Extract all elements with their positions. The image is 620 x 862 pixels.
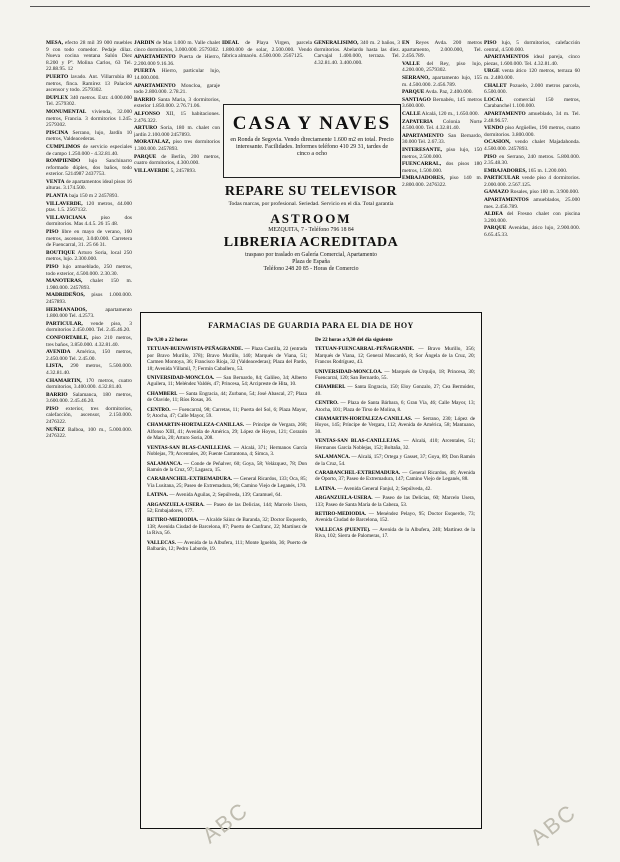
listing-heading: CHALET: [484, 82, 507, 89]
listing-text: apartamento lujo, 155 m. 4.500.000. 2.456.789.: [402, 74, 482, 88]
casa-naves-title: CASA Y NAVES: [232, 113, 392, 134]
listing-text: América, 150 metros, 2.450.000 Tel. 2.45.00.: [46, 349, 132, 362]
listing-text: de servicio especiales de campo 1.250.000 - 4.32.81.40.: [46, 143, 132, 157]
listing-heading: PARTICULAR: [484, 175, 520, 182]
listing-text: 165 m. 1.200.000.: [526, 167, 568, 174]
listing-entry: [484, 168, 580, 175]
listing-entry: [402, 133, 482, 146]
listing-text: Avda. Paz, 2.400.000.: [424, 89, 473, 96]
listing-entry: [134, 68, 220, 81]
listing-text: amueblados, 25.000 mes. 2.456.789.: [484, 197, 580, 210]
listing-heading: APARTAMENTO: [484, 110, 526, 117]
listing-heading: ARGANZUELA-USERA.: [315, 495, 373, 502]
listing-text: efecto 28 mil 39 000 muebles 9 con todo comedor. Pedaje dilaz. Nueva cocina ventana Salón Diez 8.200 y Pº. Molina Carlos, 63 Tel. 22.88.95. 12: [46, 40, 132, 73]
listing-text: del Rey, piso lujo, 4.200.000, 2579302.: [402, 60, 482, 74]
listing-text: — Serrano, 230; López de Hoyos, 145; Príncipe de Vergara, 112; Avenida de América, 58; Mantuano, 30.: [315, 416, 475, 435]
listing-text: amueblado, 34 m. Tel. 2.48.96.57.: [484, 110, 580, 124]
listing-text: piso 210 metros, tres baños, 3.850.000. 4.32.81.40.: [46, 334, 132, 348]
listing-entry: [147, 375, 307, 388]
listing-text: Moncloa, garaje todo 2.800.000. 2.78.21.: [134, 82, 220, 96]
listing-text: Balboa, 100 m., 5.000.000. 2476322.: [46, 426, 132, 440]
listing-heading: PUERTO: [46, 73, 69, 80]
listing-entry: [484, 97, 580, 110]
listing-entry: [402, 119, 482, 132]
listing-text: venta ático 120 metros, terraza 60 m. 2.480.000.: [484, 68, 580, 81]
listing-heading: VENTAS-SAN BLAS-CANILLEJAS.: [147, 444, 232, 451]
listing-entry: [147, 422, 307, 441]
listing-entry: [147, 346, 307, 372]
listing-entry: [402, 40, 482, 60]
listing-text: San Bernardo, 30.000 Tel. 2.67.33.: [402, 132, 482, 146]
listing-text: — Menéndez Pelayo, 95; Doctor Esquerdo, 73; Avenida Ciudad de Barcelona, 152.: [315, 510, 475, 524]
listing-heading: EMBAJADORES,: [484, 167, 527, 174]
listing-text: piso lujo, 150 metros, 2.500.000.: [402, 146, 482, 160]
listing-text: — Conde de Peñalver, 60; Goya, 58; Velázquez, 78; Don Ramón de la Cruz, 97; Lagasca, 15.: [147, 460, 307, 473]
listing-heading: PARTICULAR,: [46, 320, 83, 327]
listing-text: — Avenida Aguilas, 2; Sepúlveda, 139; Caramuel, 64.: [168, 492, 282, 499]
listing-text: 170 metros, cuatro dormitorios, 3.400.000. 4.32.81.40.: [46, 377, 132, 391]
listing-entry: [315, 337, 475, 343]
farmacias-day-column: [147, 337, 307, 823]
listing-entry: [46, 144, 132, 157]
listing-entry: [134, 40, 220, 53]
listing-heading: ALFONSO: [134, 110, 161, 117]
listing-entry: [402, 175, 482, 188]
listing-text: vende piso, 3 dormitorios 2.450.000. Tel. 2.45.46.20.: [46, 320, 132, 334]
listing-heading: UNIVERSIDAD-MONCLOA.: [147, 375, 215, 382]
listing-heading: BOUTIQUE: [46, 249, 76, 256]
listing-heading: ARGANZUELA-USERA.: [147, 501, 205, 508]
listing-heading: URGE: [484, 68, 500, 75]
listing-heading: VENDO: [484, 125, 504, 132]
listing-heading: SALAMANCA.: [315, 454, 351, 461]
listing-text: baja 150 m 2 2457893.: [67, 193, 119, 200]
astroom-address: MEZQUITA, 7 - Teléfono 796 18 84: [268, 226, 354, 233]
listing-entry: [484, 68, 580, 81]
listing-heading: HERMANADOS,: [46, 306, 87, 313]
listing-heading: CALLE: [402, 110, 421, 117]
listing-heading: MORATALAZ,: [134, 139, 171, 146]
listing-heading: De 9,30 a 22 horas: [147, 337, 188, 343]
listing-heading: CENTRO.: [315, 400, 339, 407]
listing-entry: [134, 54, 220, 67]
listing-text: — San Bernardo, 84; Galileo, 34; Alberto Aguilera, 11; Meléndez Valdés, 47; Princesa, 54; Arcipreste de Hita, 10.: [147, 375, 307, 388]
listing-entry: [147, 492, 307, 498]
listing-entry: [484, 175, 580, 188]
listing-heading: VENTA: [46, 178, 65, 185]
listing-entry: [484, 197, 580, 210]
listing-heading: VALLECAS.: [147, 539, 176, 546]
listing-entry: [46, 250, 132, 263]
listing-text: — Alcalá, 157; Ortega y Gasset, 37; Goya, 89; Don Ramón de la Cruz, 54.: [315, 454, 475, 467]
listing-heading: APARTAMENTO: [402, 132, 444, 139]
listing-entry: [402, 89, 482, 96]
listing-text: piso 140 m. 2.800.000. 2476322.: [402, 175, 482, 188]
listing-heading: PISO: [46, 264, 59, 270]
listing-heading: VILLAVICIANA: [46, 214, 87, 221]
listing-text: de Playa Virgen, parcela 1.800.000 de solar, 2.500.000. Vendo fábrica almacén. 4.500.000. 2567125.: [222, 40, 312, 60]
listing-entry: [402, 75, 482, 88]
listing-entry: [147, 502, 307, 515]
listing-entry: [315, 511, 475, 524]
listing-heading: SERRANO,: [402, 74, 430, 81]
listing-entry: [46, 74, 132, 94]
listing-entry: [46, 335, 132, 348]
listing-entry: [484, 211, 580, 224]
casa-naves-body: en Ronda de Segovia. Vendo directamente 1.600 m2 en total. Precio interesante. Facilidades. Informes teléfono 410 29 31, tardes de cinco a ocho: [230, 137, 394, 158]
classifieds-column-2: [134, 40, 220, 302]
listing-entry: [46, 179, 132, 192]
listing-entry: [484, 189, 580, 196]
listing-entry: [315, 384, 475, 397]
listing-entry: [147, 540, 307, 553]
listing-heading: MANOTERAS,: [46, 278, 83, 285]
listing-heading: ARTURO: [134, 125, 158, 132]
listing-entry: [402, 147, 482, 160]
listing-heading: NUÑEZ: [46, 426, 65, 433]
listing-heading: EMBAJADORES,: [402, 175, 445, 182]
listing-heading: GENERALISIMO,: [314, 40, 359, 46]
listing-text: Salamanca, 180 metros, 3.600.000. 2.45.46.20.: [46, 391, 132, 405]
listing-text: — General Ricardos, 48; Avenida de Oporto, 37; Paseo de Extremadura, 147; Camino Viejo de Leganés, 88.: [315, 469, 475, 483]
listing-entry: [315, 400, 475, 413]
listing-text: del Fresno chalet con piscina 3.200.000.: [484, 211, 580, 224]
listing-heading: LOCAL: [484, 96, 504, 103]
listing-text: Bernabéu, 145 metros 3.600.000.: [402, 96, 482, 110]
classifieds-column-4: [314, 40, 400, 102]
listing-entry: [484, 154, 580, 167]
listing-text: vende piso 4 dormitorios. 2.000.000. 2.567.125.: [484, 175, 580, 188]
listing-entry: [484, 225, 580, 238]
listing-entry: [134, 154, 220, 167]
display-ads-block: [223, 182, 399, 304]
listing-heading: CHAMARTIN-HORTALEZA-CANILLAS.: [315, 416, 413, 423]
listing-text: chalet 150 m. 1.980.000. 2457893.: [46, 278, 132, 291]
listing-text: — Avenida de la Albufera, 111; Monte Igueldo, 36; Puerto de Balbarán, 12; Pedro Laborde, 19.: [147, 539, 307, 552]
listing-entry: [46, 349, 132, 362]
listing-entry: [46, 278, 132, 291]
listing-entry: [46, 40, 132, 73]
listing-heading: APARTAMENTO: [134, 82, 176, 89]
listing-heading: VALLE: [402, 60, 420, 67]
casa-naves-ad: [223, 104, 401, 178]
listing-entry: [46, 215, 132, 228]
listing-entry: [147, 476, 307, 489]
listing-heading: EN: [402, 40, 410, 46]
listing-text: apartamento 1.800.000 Tel. 4.2573.: [46, 306, 132, 320]
listing-entry: [46, 158, 132, 178]
listing-heading: LATINA.: [315, 485, 337, 492]
listing-text: 340 metros. Extr. 4.000.000 Tel. 2579302.: [46, 94, 132, 108]
listing-heading: FUENCARRAL,: [402, 161, 442, 168]
listing-entry: [147, 337, 307, 343]
listing-entry: [484, 111, 580, 124]
classifieds-column-6: [484, 40, 580, 830]
listing-entry: [134, 83, 220, 96]
farmacias-title: FARMACIAS DE GUARDIA PARA EL DIA DE HOY: [208, 321, 414, 330]
listing-heading: RETIRO-MEDIODIA.: [147, 517, 199, 524]
listing-entry: [484, 139, 580, 152]
libreria-location: Plaza de España: [292, 259, 330, 266]
listing-text: dos pisos 180 metros, 1.500.000.: [402, 161, 482, 174]
listing-heading: AVENIDA: [46, 349, 71, 356]
listing-entry: [402, 97, 482, 110]
listing-text: de apartamentos ideal pisos 16 alturas. 3.174.500.: [46, 178, 132, 192]
listing-text: exterior, tres dormitorios, calefacción, ascensor, 2.150.000. 2476322.: [46, 405, 132, 426]
listing-text: piso dos dormitorios. Mas 4.4.5. 26 15 48.: [46, 214, 132, 228]
listing-text: 5, 2457893.: [169, 167, 197, 174]
listing-text: Serrano, lujo, Jardín 10 metros, Valdeacederas.: [46, 129, 132, 143]
listing-heading: PISO: [484, 40, 497, 46]
listing-text: lujo, 5 dormitorios, calefacción central, 4.500.000.: [484, 40, 580, 53]
listing-text: — Alcalde Sáinz de Baranda, 32; Doctor Esquerdo, 138; Avenida Ciudad de Barcelona, 87; Puerto de Canfranc, 22; Martínez de la Riva, 56.: [147, 517, 307, 537]
listing-heading: SALAMANCA.: [147, 460, 183, 467]
listing-entry: [147, 391, 307, 404]
listing-heading: UNIVERSIDAD-MONCLOA.: [315, 368, 383, 375]
listing-text: 290 metros, 5.500.000. 4.32.81.40.: [46, 363, 132, 376]
listing-entry: [46, 321, 132, 334]
listing-heading: CHAMBERI.: [147, 390, 178, 397]
listing-text: lujo amueblado, 250 metros, todo exterior, 4.500.000. 2.30.30.: [46, 264, 132, 277]
listing-entry: [46, 109, 132, 129]
listing-heading: CHAMARTIN-HORTALEZA-CANILLAS.: [147, 422, 245, 429]
listing-entry: [484, 54, 580, 67]
listing-heading: MESA,: [46, 40, 63, 46]
listing-heading: CARABANCHEL-EXTREMADURA.: [147, 476, 233, 483]
listing-entry: [402, 161, 482, 174]
listing-heading: PISO: [484, 153, 497, 160]
listing-text: Puerta de Hierro, 2.200.000 9.16.36.: [134, 54, 220, 67]
listing-heading: CHAMARTIN,: [46, 377, 82, 384]
listing-text: — Marqués de Urquijo, 18; Princesa, 30; Fuencarral, 120; San Bernardo, 55.: [315, 368, 475, 382]
listing-text: — Alcalá, 410; Arcentales, 51; Hermanos García Noblejas, 152; Boltaña, 32.: [315, 438, 475, 451]
listing-entry: [315, 416, 475, 435]
farmacias-box: [140, 312, 482, 829]
listing-text: — Avenida General Fanjul, 2; Sepúlveda, 42.: [336, 485, 432, 492]
top-rule: [30, 6, 590, 7]
listing-heading: ZAPATERIA: [402, 118, 433, 125]
listing-heading: ROMPIENDO: [46, 158, 81, 165]
listing-entry: [46, 292, 132, 305]
listing-text: 340 m. 2 baños, 3 dormitorios. Abelardo hasta las diez. Carvajal 1.400.000, terraza. Tel. 4.32.81.40. 3.400.000.: [314, 40, 400, 66]
listing-text: lavado. Ant. Villarrubia 80 metros, finca. Ramírez 13 Palacios ascensor y todo. 2579302.: [46, 73, 132, 94]
listing-heading: VENTAS-SAN BLAS-CANILLEJAS.: [315, 438, 401, 445]
listing-heading: PUERTA: [134, 68, 156, 75]
listing-entry: [46, 95, 132, 108]
listing-heading: TETUAN-FUENCARRAL-PEÑAGRANDE.: [315, 346, 415, 353]
listing-heading: LATINA.: [147, 492, 169, 499]
listing-entry: [402, 111, 482, 118]
listing-entry: [147, 407, 307, 420]
listing-text: Santa Maria, 3 dormitorios, exterior 1.850.000. 2.76.71.06.: [134, 96, 220, 110]
listing-entry: [315, 527, 475, 540]
listing-text: — Paseo de las Delicias, 60; Marcelo Usera, 133; Paseo de Santa María de la Cabeza, 53.: [315, 495, 475, 508]
listing-entry: [315, 495, 475, 508]
listing-entry: [315, 486, 475, 492]
listing-text: — Santa Engracia, 44; Zurbano, 54; José Abascal, 27; Plaza de Olavide, 11; Ríos Rosas, 36.: [147, 390, 307, 404]
listing-entry: [134, 97, 220, 110]
listing-entry: [46, 201, 132, 214]
listing-heading: MADRIDEÑOS,: [46, 292, 85, 299]
listing-heading: CUMPLIMOS: [46, 143, 81, 150]
libreria-title: LIBRERIA ACREDITADA: [223, 235, 399, 251]
abc-watermark: ABC: [197, 796, 254, 849]
listing-text: de Berlín, 200 metros, cuatro dormitorios, 4.300.000.: [134, 153, 220, 167]
classifieds-column-1: [46, 40, 132, 440]
listing-text: — General Ricardos, 133; Oca, 85; Vía Lusitana, 25; Paseo de Extremadura, 96; Camino Viejo de Leganés, 170.: [147, 476, 307, 489]
libreria-body: traspaso por traslado en Galería Comercial, Apartamento: [245, 252, 377, 259]
listing-text: vivienda, 32.000 metros, Francia. 3 dormitorios 1.245. 2579302.: [46, 108, 132, 129]
listing-text: — Príncipe de Vergara, 268; Alfonso XIII, 41; Avenida de América, 29; López de Hoyos, 121; Corazón de María, 20; Arturo Soria, 208.: [147, 422, 307, 442]
listing-heading: PARQUE: [134, 153, 157, 160]
listing-entry: [315, 454, 475, 467]
listing-heading: BARRIO: [46, 391, 68, 398]
listing-entry: [134, 168, 220, 175]
listing-heading: APARTAMENTOS: [484, 197, 529, 204]
listing-heading: PARQUE: [402, 89, 425, 96]
listing-entry: [222, 40, 312, 60]
listing-entry: [134, 139, 220, 152]
listing-entry: [46, 264, 132, 277]
listing-text: de Mas 1.000 m. Valle chalet cinco dormitorios, 3.000.000. 2579302.: [134, 40, 220, 53]
listing-heading: PISO: [46, 229, 59, 236]
listing-text: Soria, 180 m. chalet con jardín 2.100.000 2457893.: [134, 125, 220, 138]
classifieds-column-5: [402, 40, 482, 310]
listing-heading: DUPLEX: [46, 94, 69, 101]
listing-entry: [147, 445, 307, 458]
listing-text: libre en mayo de verano, 160 metros, ascensor, 3.040.000. Carretera de Fuencarral, 31. 25 66 31.: [46, 229, 132, 249]
listing-entry: [315, 369, 475, 382]
listing-entry: [484, 83, 580, 96]
listing-entry: [484, 125, 580, 138]
repare-title: REPARE SU TELEVISOR: [224, 184, 398, 199]
listing-entry: [46, 363, 132, 376]
listing-heading: BARRIO: [134, 96, 156, 103]
listing-text: — Plaza de Santa Bárbara, 6; Gran Vía, 46; Calle Mayor, 13; Atocha, 101; Plaza de Tirso de Molina, 8.: [315, 400, 475, 413]
listing-entry: [402, 61, 482, 74]
listing-entry: [46, 307, 132, 320]
listing-entry: [484, 40, 580, 53]
listing-entry: [46, 193, 132, 200]
listing-text: — Santa Engracia, 150; Eloy Gonzalo, 27; Cea Bermúdez, 40.: [315, 384, 475, 397]
listing-heading: GAMAZO: [484, 189, 509, 196]
listing-text: Alcalá, 120 m., 1.650.000.: [420, 110, 479, 117]
abc-watermark: ABC: [525, 798, 582, 851]
listing-entry: [147, 517, 307, 536]
listing-heading: PISCINA: [46, 129, 69, 136]
listing-heading: APARTAMENTOS: [484, 54, 529, 61]
listing-heading: CENTRO.: [147, 406, 171, 413]
listing-heading: CHAMBERI.: [315, 384, 346, 391]
listing-heading: MONUMENTAL: [46, 108, 87, 115]
listing-heading: INTERESANTE,: [402, 146, 442, 153]
listing-heading: VILLAVERDE: [134, 167, 170, 174]
listing-heading: PISO: [46, 405, 59, 412]
libreria-phone: Teléfono 248 20 85 - Horas de Comercio: [263, 265, 359, 272]
listing-entry: [315, 470, 475, 483]
listing-entry: [315, 438, 475, 451]
listing-entry: [46, 229, 132, 249]
listing-text: comercial 150 metros, Carabanchel 1.100.000.: [484, 96, 580, 110]
listing-entry: [46, 378, 132, 391]
listing-heading: VALLECAS (PUENTE).: [315, 526, 371, 533]
listing-entry: [314, 40, 400, 66]
listing-heading: APARTAMENTO: [134, 54, 176, 61]
listing-text: XII, 15 habitaciones. 2.476.322.: [134, 110, 220, 124]
listing-text: lujo Sanchinarro reformado dúplex, dos baños, todo exterior. 5214987 2437753.: [46, 158, 132, 178]
listing-text: Arturo Soria, local 250 metros, lujo. 2.300.000.: [46, 249, 132, 263]
listing-text: Hierro, particular lujo, 14.000.000.: [134, 68, 220, 81]
listing-text: piso tres dormitorios 1.300.000. 2457893.: [134, 139, 220, 152]
listing-entry: [46, 406, 132, 426]
farmacias-night-column: [315, 337, 475, 823]
listing-heading: De 22 horas a 9,30 del día siguiente: [315, 337, 393, 343]
listing-text: — Alcalá, 371; Hermanos García Noblejas, 79; Arcentales, 20; Fuente Carrantona, 4; Simca, 3.: [147, 444, 307, 458]
astroom-name: ASTROOM: [270, 210, 352, 226]
listing-heading: RETIRO-MEDIODIA.: [315, 510, 367, 517]
listing-heading: JARDIN: [134, 40, 155, 46]
listing-heading: LISTA,: [46, 363, 64, 370]
listing-text: piso Argüelles, 190 metros, cuatro dormitorios. 3.800.000.: [484, 125, 580, 138]
listing-heading: PARQUE: [484, 225, 507, 232]
classifieds-column-3: [222, 40, 312, 102]
listing-heading: OCASION,: [484, 139, 511, 146]
listing-text: Pozuelo, 2.000 metros parcela, 6.500.000.: [484, 82, 580, 96]
listing-text: ideal pareja, cinco piezas, 1.600.000. Tel. 4.32.81.40.: [484, 54, 580, 67]
listing-heading: VILLAVERDE,: [46, 200, 83, 207]
listing-text: — Bravo Murillo, 356; Marqués de Viana, 12; General Moscardó, 8; Sor Ángela de la Cruz, 20; Francos Rodríguez, 43.: [315, 346, 475, 366]
listing-text: vendo chalet Majadahonda. 4.500.000. 2457893.: [484, 139, 580, 152]
listing-heading: CARABANCHEL-EXTREMADURA.: [315, 469, 401, 476]
listing-heading: CONFORTABLE,: [46, 334, 89, 341]
listing-entry: [134, 111, 220, 124]
listing-entry: [134, 125, 220, 138]
listing-entry: [46, 392, 132, 405]
listing-heading: PLANTA: [46, 193, 68, 200]
listing-text: 120 metros, 44.000 ptas. 1.5. 2567132.: [46, 200, 132, 214]
listing-text: — Avenida de la Albufera, 240; Martínez de la Riva, 102; Sierra de Palomeras, 17.: [315, 526, 475, 540]
repare-body: Todas marcas, por profesional. Seriedad. Servicio en el día. Total garantía: [228, 201, 394, 207]
listing-text: pisos 1.000.000. 2457893.: [46, 292, 132, 305]
listing-text: Avenidas, ático lujo, 2.900.000. 6.65.45.33.: [484, 225, 580, 239]
listing-text: — Fuencarral, 98; Carretas, 11; Puerta del Sol, 6; Plaza Mayor, 9; Atocha, 47; Calle Mayor, 59.: [147, 406, 307, 420]
listing-text: — Paseo de las Delicias, 144; Marcelo Usera, 52; Embajadores, 177.: [147, 501, 307, 514]
listing-heading: TETUAN-BUENAVISTA-PEÑAGRANDE.: [147, 346, 243, 353]
listing-text: en Serrano, 240 metros. 5.800.000. 2.35.48.30.: [484, 153, 580, 167]
listing-text: Colonia Norte 4.500.000. Tel. 4.32.81.40.: [402, 118, 482, 132]
listing-heading: ALDEA: [484, 211, 503, 218]
listing-heading: SANTIAGO: [402, 96, 431, 103]
listing-text: Reyes Avda. 200 metros apartamento, 2.000.000, Tel. 2.456.789.: [402, 40, 482, 60]
listing-entry: [46, 130, 132, 143]
listing-entry: [315, 346, 475, 365]
listing-entry: [46, 427, 132, 440]
listing-entry: [147, 461, 307, 474]
listing-text: — Plaza Castilla, 22 (entrada por Bravo Murillo, 378); Bravo Murillo, 140; Marqués de Viana, 51; Carmen Montoya, 36; Francisco Rioja, 32 (Valdeacederas); Plaza del Pardo, 18; Avenida Villamil, 7; Fermín Caballero, 53.: [147, 346, 307, 372]
listing-heading: IDEAL: [222, 40, 240, 46]
listing-text: Rosales, piso 180 m. 3.900.000.: [508, 189, 580, 196]
